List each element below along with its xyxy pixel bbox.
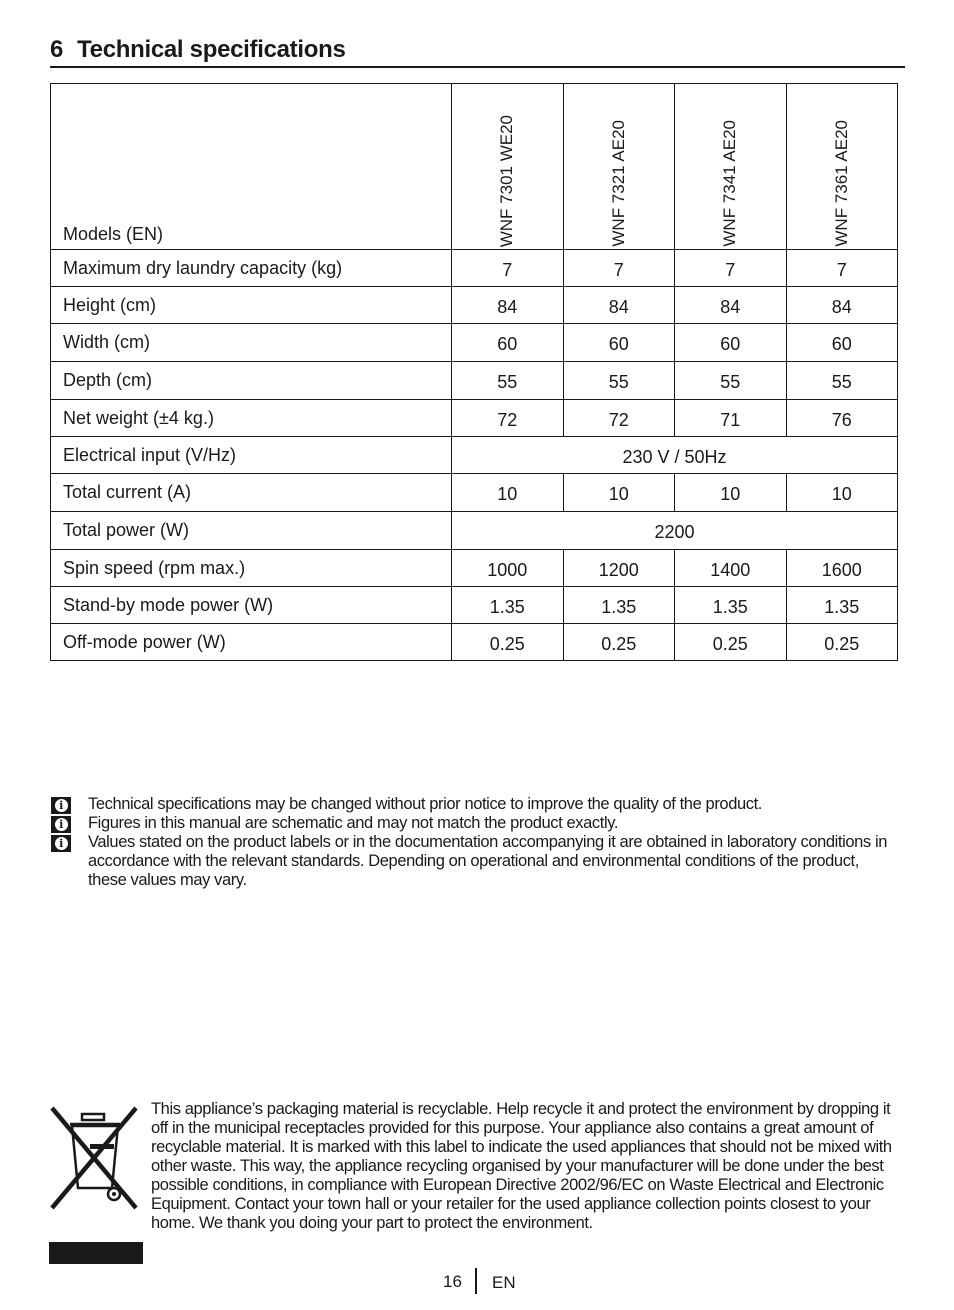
value-cell: 55 <box>452 362 564 400</box>
merged-value-cell: 2200 <box>452 512 898 550</box>
table-row <box>51 324 898 362</box>
table-row <box>51 250 898 287</box>
value-cell: 10 <box>675 474 787 512</box>
value-cell: 84 <box>563 287 675 324</box>
value-cell: 0.25 <box>786 624 898 661</box>
value-cell: 60 <box>563 324 675 362</box>
value-cell: 84 <box>675 287 787 324</box>
row-label: Total power (W) <box>51 512 452 550</box>
value-cell: 1.35 <box>675 587 787 624</box>
value-cell: 10 <box>452 474 564 512</box>
row-label: Width (cm) <box>51 324 452 362</box>
value-cell: 0.25 <box>675 624 787 661</box>
table-row <box>51 287 898 324</box>
row-label: Maximum dry laundry capacity (kg) <box>51 250 452 287</box>
value-cell: 7 <box>675 250 787 287</box>
models-header-label: Models (EN) <box>51 84 452 250</box>
value-cell: 55 <box>563 362 675 400</box>
table-row <box>51 587 898 624</box>
value-cell: 0.25 <box>452 624 564 661</box>
value-cell: 1600 <box>786 550 898 587</box>
table-row <box>51 362 898 400</box>
row-label: Stand-by mode power (W) <box>51 587 452 624</box>
footer-divider <box>475 1268 477 1294</box>
value-cell: 60 <box>452 324 564 362</box>
model-name: WNF 7301 WE20 <box>497 114 517 247</box>
row-label: Depth (cm) <box>51 362 452 400</box>
model-name: WNF 7321 AE20 <box>608 120 628 247</box>
table-row <box>51 512 898 550</box>
value-cell: 55 <box>786 362 898 400</box>
merged-value-cell: 230 V / 50Hz <box>452 437 898 474</box>
row-label: Total current (A) <box>51 474 452 512</box>
value-cell: 1400 <box>675 550 787 587</box>
table-row <box>51 437 898 474</box>
value-cell: 1000 <box>452 550 564 587</box>
section-title: Technical specifications <box>77 36 346 63</box>
value-cell: 76 <box>786 400 898 437</box>
model-name: WNF 7341 AE20 <box>720 120 740 247</box>
row-label: Electrical input (V/Hz) <box>51 437 452 474</box>
model-header <box>563 84 675 250</box>
info-note: Figures in this manual are schematic and may not match the product exactly. <box>88 814 619 832</box>
value-cell: 84 <box>786 287 898 324</box>
page-number: 16 <box>443 1272 462 1291</box>
value-cell: 7 <box>563 250 675 287</box>
info-notes <box>51 795 901 890</box>
value-cell: 55 <box>675 362 787 400</box>
page-footer <box>0 1268 954 1298</box>
value-cell: 60 <box>675 324 787 362</box>
value-cell: 7 <box>786 250 898 287</box>
value-cell: 1.35 <box>452 587 564 624</box>
value-cell: 72 <box>563 400 675 437</box>
model-header <box>452 84 564 250</box>
model-name: WNF 7361 AE20 <box>831 120 851 247</box>
value-cell: 84 <box>452 287 564 324</box>
value-cell: 1200 <box>563 550 675 587</box>
value-cell: 0.25 <box>563 624 675 661</box>
info-icon-group <box>51 797 73 854</box>
spec-table <box>50 83 898 661</box>
crossed-out-wheelie-bin-icon <box>48 1104 144 1214</box>
info-icon: i <box>51 816 71 833</box>
model-header <box>786 84 898 250</box>
row-label: Spin speed (rpm max.) <box>51 550 452 587</box>
value-cell: 7 <box>452 250 564 287</box>
section-heading <box>50 36 905 68</box>
value-cell: 10 <box>563 474 675 512</box>
row-label: Height (cm) <box>51 287 452 324</box>
value-cell: 1.35 <box>786 587 898 624</box>
row-label: Net weight (±4 kg.) <box>51 400 452 437</box>
value-cell: 1.35 <box>563 587 675 624</box>
section-number: 6 <box>50 36 64 63</box>
info-icon: i <box>51 835 71 852</box>
table-row <box>51 550 898 587</box>
info-note: Technical specifications may be changed without prior notice to improve the quality of the product. <box>88 795 762 813</box>
value-cell: 10 <box>786 474 898 512</box>
table-row <box>51 474 898 512</box>
table-row <box>51 624 898 661</box>
value-cell: 71 <box>675 400 787 437</box>
weee-black-bar <box>49 1242 143 1264</box>
value-cell: 72 <box>452 400 564 437</box>
language-code: EN <box>492 1273 516 1292</box>
recycling-text: This appliance’s packaging material is recyclable. Help recycle it and protect the environment by dropping it off in the municipal receptacles provided for this purpose. Your appliance also contains a great amount of recyclable material. It is marked with this label to indicate the used appliances that should not be mixed with other waste. This way, the appliance recycling organised by your manufacturer will be done under the best possible conditions, in compliance with European Directive 2002/96/EC on Waste Electrical and Electronic Equipment. Contact your town hall or your retailer for the used appliance collection points closest to your home. We thank you doing your part to protect the environment. <box>151 1100 892 1232</box>
table-header-row <box>51 84 898 250</box>
value-cell: 60 <box>786 324 898 362</box>
row-label: Off-mode power (W) <box>51 624 452 661</box>
info-note: Values stated on the product labels or in the documentation accompanying it are obtained in laboratory conditions in accordance with the relevant standards. Depending on operational and environmental conditions of the product, these values may vary. <box>88 833 887 889</box>
info-icon: i <box>51 797 71 814</box>
model-header <box>675 84 787 250</box>
table-row <box>51 400 898 437</box>
